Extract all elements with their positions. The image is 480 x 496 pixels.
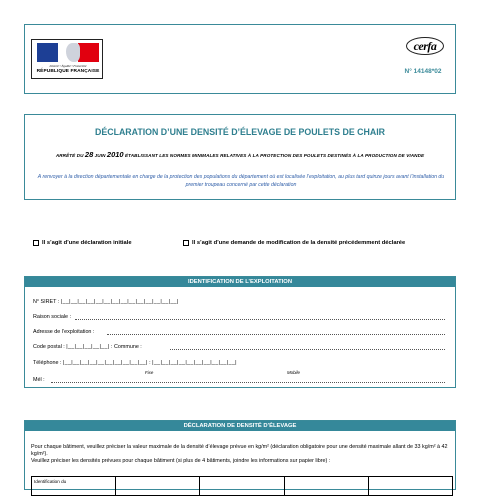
densite-instruction-1: Pour chaque bâtiment, veuillez préciser la valeur maximale de la densité d’élevage prévue en kg/m² (déclaration obligatoire pour une densité maximale allant de 33 kg/m² à 42 kg/m²).	[31, 444, 448, 457]
table-cell[interactable]	[116, 477, 200, 495]
choice-demande-modification[interactable]	[183, 240, 405, 246]
telephone-fixe-input[interactable]: |__|__|__|__|__|__|__|__|__|__|	[62, 360, 148, 366]
cerfa-logo: cerfa	[406, 37, 444, 55]
tricolor-flag-icon	[37, 43, 99, 62]
header-box	[24, 24, 456, 94]
arrete-day: 28	[84, 150, 94, 159]
telephone-mobile-input[interactable]: |__|__|__|__|__|__|__|__|__|__|	[152, 360, 237, 366]
densite-section	[24, 420, 456, 490]
identification-section	[24, 276, 456, 388]
choice-declaration-initiale[interactable]	[33, 240, 132, 246]
choice-initiale-label: Il s’agit d’une déclaration initiale	[42, 240, 132, 246]
adresse-label: Adresse de l’exploitation :	[33, 329, 95, 335]
telephone-separator: :	[149, 360, 151, 366]
fixe-label: Fixe	[145, 370, 154, 375]
telephone-label: Téléphone :	[33, 360, 62, 366]
republique-francaise-text: RÉPUBLIQUE FRANÇAISE	[36, 69, 100, 74]
commune-input[interactable]	[170, 349, 445, 350]
commune-label: : Commune :	[110, 344, 142, 350]
table-header-cell: Identification du	[32, 477, 116, 495]
telephone-row	[33, 360, 237, 366]
siret-input[interactable]: |__|__|__|__|__|__|__|__|__|__|__|__|__|__|	[60, 299, 179, 305]
arrete-month: JUIN	[94, 153, 106, 158]
table-cell[interactable]	[200, 477, 284, 495]
densite-table	[31, 476, 453, 496]
cerfa-number: N° 14148*02	[404, 68, 442, 75]
choice-modification-label: Il s’agit d’une demande de modification de la densité précédemment déclarée	[192, 240, 406, 246]
raison-sociale-input[interactable]	[75, 319, 445, 320]
arrete-prefix: ARRÊTÉ DU	[55, 153, 84, 158]
marianne-logo	[31, 39, 103, 79]
arrete-reference	[25, 150, 455, 159]
code-postal-label: Code postal :	[33, 344, 65, 350]
identification-heading: IDENTIFICATION DE L’EXPLOITATION	[25, 277, 455, 287]
devise-text: Liberté • Égalité • Fraternité	[49, 64, 87, 68]
code-postal-row	[33, 344, 142, 350]
densite-heading: DÉCLARATION DE DENSITÉ D’ÉLEVAGE	[25, 421, 455, 431]
densite-instructions	[31, 444, 453, 465]
table-cell[interactable]	[369, 477, 452, 495]
mel-label: Mél :	[33, 377, 45, 383]
title-box	[24, 114, 456, 200]
checkbox-initiale[interactable]	[33, 240, 39, 246]
form-title: DÉCLARATION D’UNE DENSITÉ D’ÉLEVAGE DE POULETS DE CHAIR	[95, 127, 385, 137]
table-cell[interactable]	[285, 477, 369, 495]
siret-label: N° SIRET :	[33, 299, 60, 305]
checkbox-modification[interactable]	[183, 240, 189, 246]
raison-sociale-label: Raison sociale :	[33, 314, 72, 320]
mel-input[interactable]	[51, 382, 445, 383]
arrete-suffix: ÉTABLISSANT LES NORMES MINIMALES RELATIVES À LA PROTECTION DES POULETS DESTINÉS À LA PRODUCTION DE VIANDE	[125, 153, 425, 158]
densite-instruction-2: Veuillez préciser les densités prévues pour chaque bâtiment (si plus de 4 bâtiments, joindre les informations sur papier libre) :	[31, 458, 331, 464]
renvoi-instructions: A renvoyer à la direction départementale en charge de la protection des populations du département où est localisée l’exploitation, au plus tard quinze jours avant l’installation du premier troupeau concerné par cette déclaration	[37, 174, 445, 188]
adresse-input[interactable]	[107, 334, 445, 335]
arrete-year: 2010	[106, 150, 124, 159]
siret-row	[33, 299, 179, 305]
mobile-label: Mobile	[287, 370, 300, 375]
code-postal-input[interactable]: |__|__|__|__|__|	[66, 344, 110, 350]
